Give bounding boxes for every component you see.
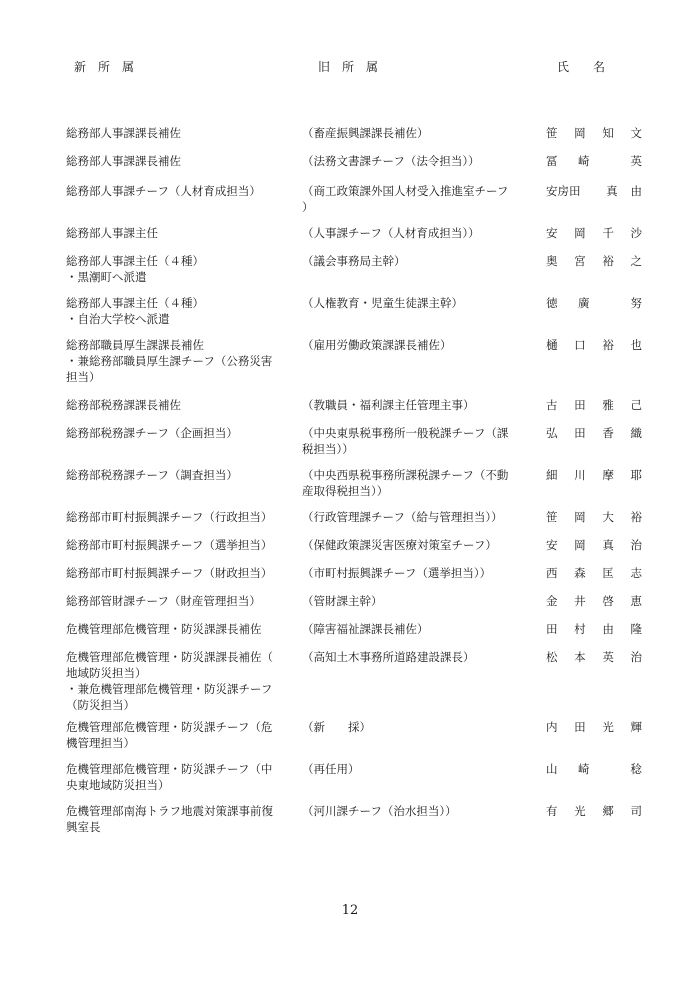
name-char: 本 [574,650,586,664]
old-post-line: 税担当）） [302,442,354,456]
new-post-line: 興室長 [66,820,101,834]
name-char: 光 [574,804,586,818]
name-char: 田 [574,426,586,440]
name-char: 森 [574,566,586,580]
name-char: 真 [606,184,618,198]
name-char: 岡 [574,538,586,552]
new-post-line: 央東地域防災担当） [66,778,170,792]
old-post-cell [302,803,530,819]
old-post-cell [302,153,530,169]
person-name [546,153,642,169]
page-number: 12 [341,903,359,918]
old-post-cell [302,509,530,525]
old-post-cell [302,537,530,553]
name-char: 奥 [546,254,558,268]
new-post-line: 総務部税務課課長補佐 [66,398,181,412]
new-post-line: 総務部税務課チーフ（企画担当） [66,426,238,440]
new-post-line: 総務部税務課チーフ（調査担当） [66,468,238,482]
name-char: 安 [546,226,558,240]
name-char: 志 [630,566,642,580]
new-post-line: 危機管理部危機管理・防災課チーフ（危 [66,720,273,734]
name-char: 徳 [546,296,558,310]
name-char: 英 [602,650,614,664]
new-post-cell [66,125,291,141]
old-post-line: （行政管理課チーフ（給与管理担当）） [302,510,503,524]
name-char: 岡 [574,226,586,240]
new-post-line: 危機管理部危機管理・防災課チーフ（中 [66,762,273,776]
name-char: 内 [546,720,558,734]
name-char: 井 [574,594,586,608]
person-name [546,397,642,413]
name-char: 松 [546,650,558,664]
person-name [546,761,642,777]
name-char: 山 [546,762,558,776]
person-name [546,621,642,637]
old-post-line: （新 採） [302,720,371,734]
name-char: 摩 [602,468,614,482]
name-char: 千 [602,226,614,240]
old-post-line: （商工政策課外国人材受入推進室チーフ [302,184,509,198]
name-char: 西 [546,566,558,580]
new-post-line: 総務部市町村振興課チーフ（行政担当） [66,510,273,524]
name-char: 廣 [578,296,590,310]
new-post-line: 総務部人事課課長補佐 [66,126,181,140]
name-char: 大 [602,510,614,524]
name-char: 真 [602,538,614,552]
person-name [546,295,642,311]
old-post-line: （人権教育・児童生徒課主幹） [302,296,463,310]
name-char: 裕 [602,254,614,268]
new-post-line: 総務部管財課チーフ（財産管理担当） [66,594,261,608]
new-post-cell [66,337,291,385]
person-name [546,225,642,241]
name-char: 郷 [602,804,614,818]
new-post-cell [66,225,291,241]
old-post-line: （雇用労働政策課課長補佐） [302,338,452,352]
name-char: 沙 [630,226,642,240]
new-post-cell [66,565,291,581]
new-post-cell [66,803,291,835]
person-name [546,593,642,609]
new-post-line: 総務部市町村振興課チーフ（財政担当） [66,566,273,580]
new-post-cell [66,153,291,169]
name-char: 笹 [546,126,558,140]
name-char: 田 [574,398,586,412]
old-post-line: （保健政策課災害医療対策室チーフ） [302,538,497,552]
old-post-line: （法務文書課チーフ（法令担当）） [302,154,480,168]
person-name [546,425,642,441]
new-post-line: 総務部人事課チーフ（人材育成担当） [66,184,261,198]
header-name: 氏 名 [557,60,606,74]
name-char: 匡 [602,566,614,580]
new-post-line: 総務部人事課課長補佐 [66,154,181,168]
old-post-cell [302,183,530,215]
name-char: 雅 [602,398,614,412]
name-char: 恵 [630,594,642,608]
old-post-line: 産取得税担当）） [302,484,389,498]
name-char: 冨 [546,154,558,168]
old-post-line: （管財課主幹） [302,594,383,608]
new-post-cell [66,649,291,713]
old-post-line: （障害福祉課課長補佐） [302,622,429,636]
new-post-line: 総務部市町村振興課チーフ（選挙担当） [66,538,273,552]
name-char: 光 [602,720,614,734]
old-post-cell [302,295,530,311]
new-post-line: 担当） [66,370,101,384]
old-post-line: （教職員・福利課主任管理主事） [302,398,475,412]
name-char: 香 [602,426,614,440]
old-post-line: （人事課チーフ（人材育成担当）） [302,226,480,240]
name-char: 也 [630,338,642,352]
name-char: 英 [630,154,642,168]
old-post-cell [302,467,530,499]
old-post-cell [302,761,530,777]
old-post-line: （高知土木事務所道路建設課長） [302,650,475,664]
name-char: 啓 [602,594,614,608]
new-post-line: 総務部人事課主任（４種） [66,254,204,268]
new-post-line: 総務部職員厚生課課長補佐 [66,338,204,352]
old-post-line: （議会事務局主幹） [302,254,406,268]
name-char: 村 [574,622,586,636]
new-post-cell [66,397,291,413]
old-post-cell [302,225,530,241]
old-post-line: （畜産振興課課長補佐） [302,126,429,140]
name-char: 宮 [574,254,586,268]
new-post-cell [66,183,291,199]
old-post-cell [302,719,530,735]
old-post-line: （中央東県税事務所一般税課チーフ（課 [302,426,509,440]
name-char: 田 [546,622,558,636]
name-char: 安房田 [546,184,581,198]
new-post-cell [66,467,291,483]
name-char: 之 [630,254,642,268]
header-new-post: 新 所 属 [74,60,135,74]
name-char: 細 [546,468,558,482]
old-post-cell [302,593,530,609]
name-char: 崎 [578,762,590,776]
new-post-cell [66,621,291,637]
new-post-line: 機管理担当） [66,736,135,750]
old-post-cell [302,337,530,353]
name-char: 古 [546,398,558,412]
name-char: 治 [630,538,642,552]
new-post-line: ・黒潮町へ派遣 [66,270,147,284]
name-char: 稔 [630,762,642,776]
name-char: 岡 [574,510,586,524]
new-post-line: ・自治大学校へ派遣 [66,312,170,326]
name-char: 安 [546,538,558,552]
new-post-cell [66,295,291,327]
old-post-line: （中央西県税事務所課税課チーフ（不動 [302,468,509,482]
name-char: 耶 [630,468,642,482]
name-char: 輝 [630,720,642,734]
old-post-line: （市町村振興課チーフ（選挙担当）） [302,566,492,580]
name-char: 岡 [574,126,586,140]
old-post-cell [302,125,530,141]
old-post-cell [302,621,530,637]
old-post-cell [302,425,530,457]
old-post-cell [302,397,530,413]
new-post-line: ・兼総務部職員厚生課チーフ（公務災害 [66,354,273,368]
name-char: 由 [630,184,642,198]
new-post-line: 地域防災担当） [66,666,147,680]
new-post-cell [66,537,291,553]
person-name [546,649,642,665]
new-post-line: 危機管理部危機管理・防災課課長補佐 [66,622,262,636]
old-post-line: （再任用） [302,762,360,776]
new-post-line: （防災担当） [66,698,135,712]
person-name [546,719,642,735]
name-char: 裕 [602,338,614,352]
name-char: 笹 [546,510,558,524]
name-char: 努 [630,296,642,310]
name-char: 弘 [546,426,558,440]
name-char: 由 [602,622,614,636]
name-char: 隆 [630,622,642,636]
person-name [546,509,642,525]
person-name [546,183,642,199]
new-post-line: 危機管理部危機管理・防災課課長補佐（ [66,650,273,664]
name-char: 知 [602,126,614,140]
old-post-line: （河川課チーフ（治水担当）） [302,804,457,818]
person-name [546,803,642,819]
name-char: 治 [630,650,642,664]
new-post-line: 総務部人事課主任（４種） [66,296,204,310]
new-post-line: 危機管理部南海トラフ地震対策課事前復 [66,804,273,818]
person-name [546,537,642,553]
header-old-post: 旧 所 属 [318,60,379,74]
old-post-cell [302,649,530,665]
name-char: 文 [630,126,642,140]
new-post-cell [66,509,291,525]
name-char: 己 [630,398,642,412]
person-name [546,565,642,581]
name-char: 裕 [630,510,642,524]
name-char: 有 [546,804,558,818]
person-name [546,337,642,353]
new-post-cell [66,593,291,609]
name-char: 織 [630,426,642,440]
name-char: 金 [546,594,558,608]
name-char: 崎 [578,154,590,168]
name-char: 樋 [546,338,558,352]
name-char: 口 [574,338,586,352]
name-char: 川 [574,468,586,482]
person-name [546,253,642,269]
new-post-line: ・兼危機管理部危機管理・防災課チーフ [66,682,273,696]
new-post-cell [66,425,291,441]
name-char: 田 [574,720,586,734]
name-char: 司 [630,804,642,818]
old-post-cell [302,253,530,269]
new-post-line: 総務部人事課主任 [66,226,158,240]
person-name [546,125,642,141]
old-post-line: ） [302,200,314,214]
new-post-cell [66,761,291,793]
new-post-cell [66,719,291,751]
old-post-cell [302,565,530,581]
new-post-cell [66,253,291,285]
person-name [546,467,642,483]
